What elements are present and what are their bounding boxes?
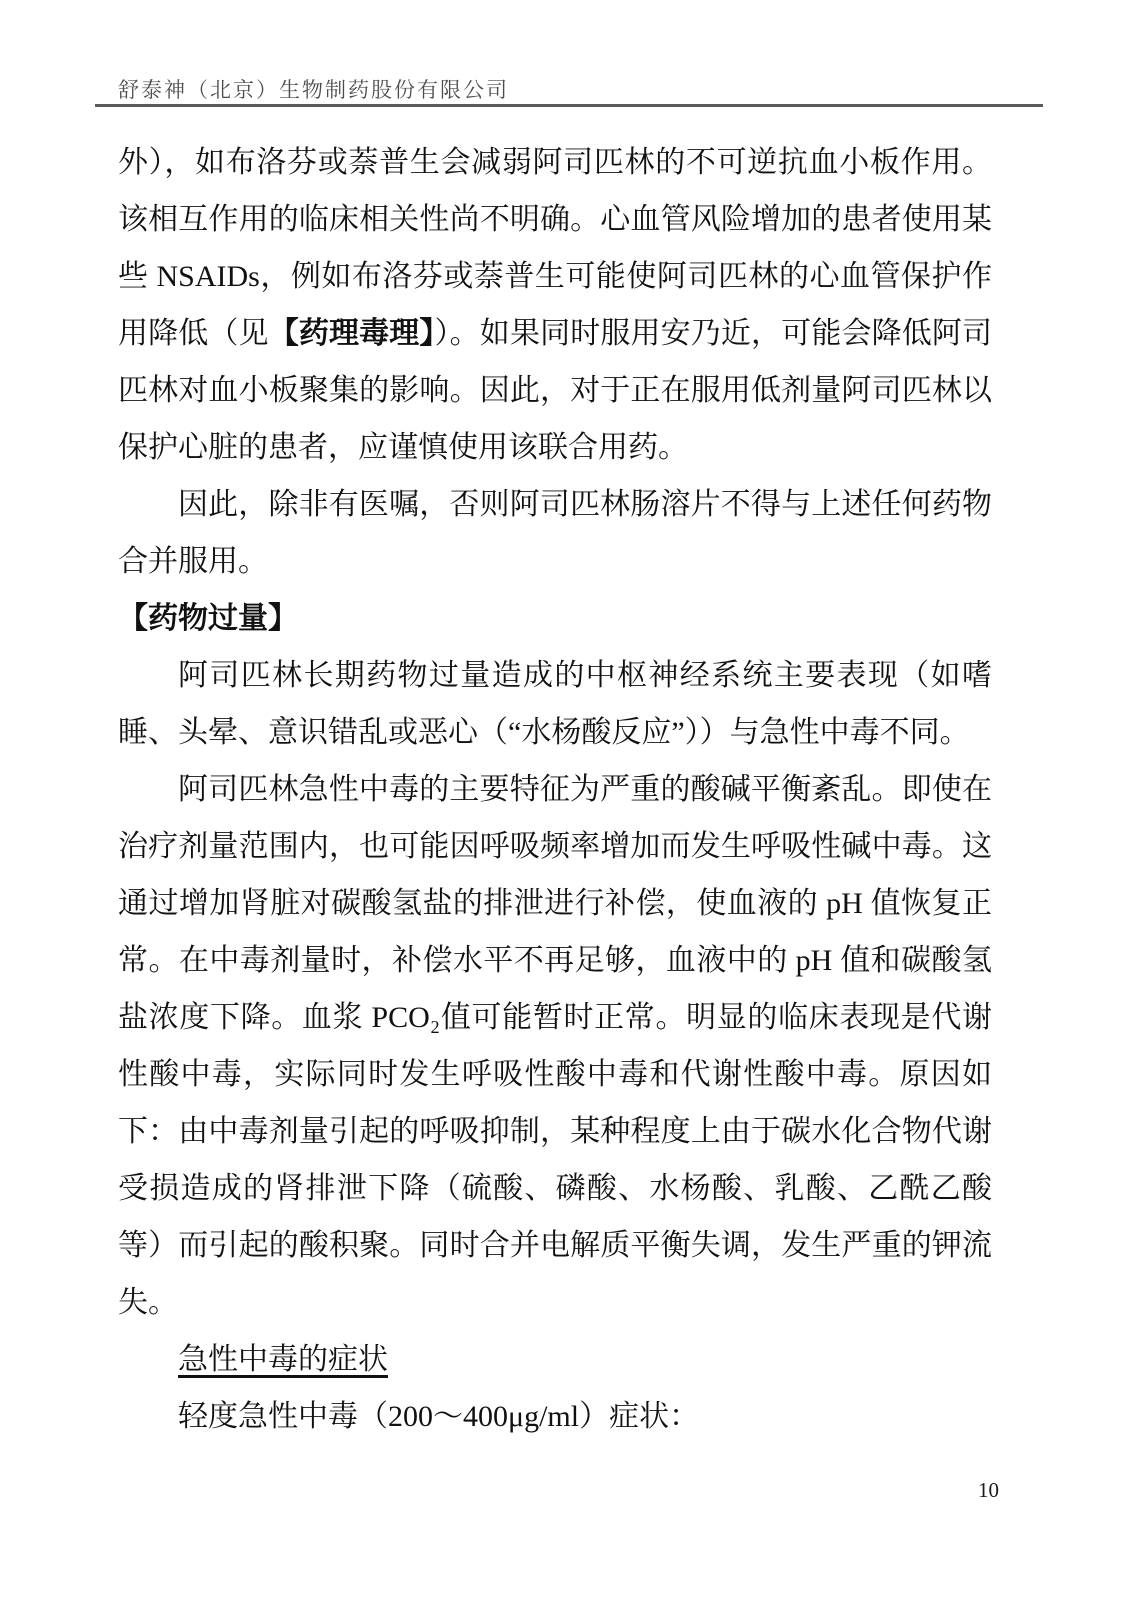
paragraph-mild-acute-symptoms: 轻度急性中毒（200～400μg/ml）症状： — [178, 1400, 700, 1433]
section-heading-overdose: 【药物过量】 — [118, 602, 298, 635]
header-company-name: 舒泰神（北京）生物制药股份有限公司 — [118, 78, 509, 102]
paragraph-do-not-combine: 因此，除非有医嘱，否则阿司匹林肠溶片不得与上述任何药物合并服用。 — [118, 488, 992, 578]
header-divider — [95, 104, 1043, 107]
paragraph-drug-interaction — [118, 134, 992, 476]
paragraph-chronic-overdose: 阿司匹林长期药物过量造成的中枢神经系统主要表现（如嗜睡、头晕、意识错乱或恶心（“水杨酸反应”））与急性中毒不同。 — [118, 659, 992, 749]
subheading-acute-symptoms: 急性中毒的症状 — [178, 1343, 388, 1376]
inline-bold-pharmacology-toxicology-ref: 【药理毒理】 — [268, 317, 435, 350]
document-body — [118, 134, 992, 1445]
paragraph-acute-poisoning: 阿司匹林急性中毒的主要特征为严重的酸碱平衡紊乱。即使在治疗剂量范围内，也可能因呼吸频率增加而发生呼吸性碱中毒。这通过增加肾脏对碳酸氢盐的排泄进行补偿，使血液的 pH 值恢复正常。在中毒剂量时，补偿水平不再足够，血液中的 pH 值和碳酸氢盐浓度下降。血浆 PCO₂值可能暂时正常。明显的临床表现是代谢性酸中毒，实际同时发生呼吸性酸中毒和代谢性酸中毒。原因如下：由中毒剂量引起的呼吸抑制，某种程度上由于碳水化合物代谢受损造成的肾排泄下降（硫酸、磷酸、水杨酸、乳酸、乙酰乙酸等）而引起的酸积聚。同时合并电解质平衡失调，发生严重的钾流失。 — [118, 773, 992, 1319]
paragraph-drug-interaction-text-post: ）。如果同时服用安乃近，可能会降低阿司匹林对血小板聚集的影响。因此，对于正在服用低剂量阿司匹林以保护心脏的患者，应谨慎使用该联合用药。 — [118, 317, 993, 464]
page-number: 10 — [978, 1478, 999, 1502]
paragraph-drug-interaction-text-pre: 外），如布洛芬或萘普生会减弱阿司匹林的不可逆抗血小板作用。该相互作用的临床相关性尚不明确。心血管风险增加的患者使用某些 NSAIDs，例如布洛芬或萘普生可能使阿司匹林的心血管保护作用降低（见 — [118, 146, 992, 350]
